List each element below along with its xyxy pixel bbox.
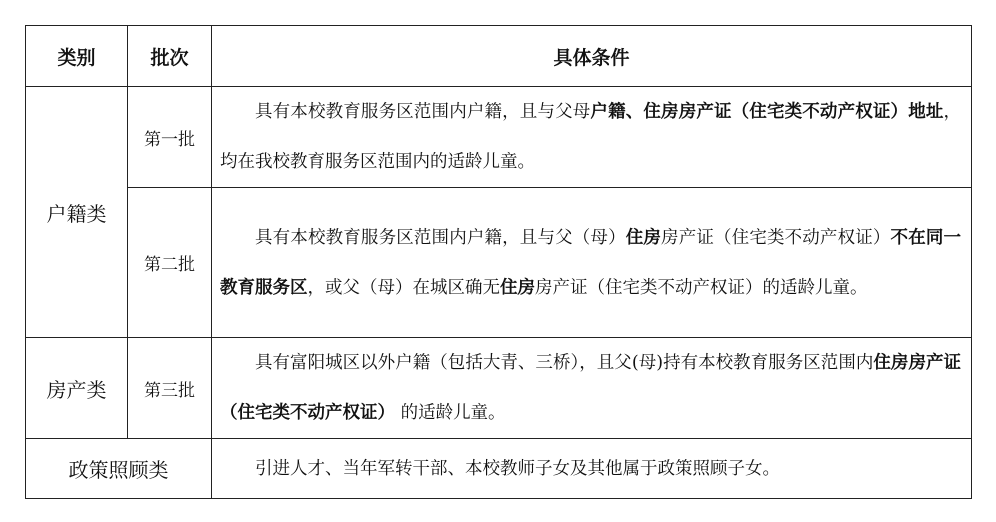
- conditions-cell: [212, 188, 972, 338]
- header-conditions: 具体条件: [212, 26, 972, 87]
- condition-text: 具有本校教育服务区范围内户籍，且与父（母）: [255, 227, 626, 248]
- condition-emphasis: 户籍、住房房产证（住宅类不动产权证）地址: [590, 102, 944, 122]
- conditions-cell: [212, 87, 972, 188]
- table-row: [26, 338, 972, 439]
- condition-text: 具有富阳城区以外户籍（包括大青、三桥），且父(母)持有本校教育服务区范围内: [255, 353, 874, 373]
- condition-text: 房产证（住宅类不动产权证）: [661, 227, 891, 248]
- condition-text: 房产证（住宅类不动产权证）的适龄儿童。: [535, 277, 868, 298]
- condition-emphasis: 住房: [625, 227, 662, 248]
- category-cell: 政策照顾类: [26, 439, 212, 499]
- table-row: [26, 439, 972, 499]
- condition-text: 引进人才、当年军转干部、本校教师子女及其他属于政策照顾子女。: [255, 458, 780, 479]
- condition-emphasis: 住房房产证（住宅类不动产权证）: [220, 353, 961, 423]
- admission-criteria-table: [25, 25, 972, 499]
- conditions-cell: [212, 439, 972, 499]
- condition-emphasis: 不在同一教育服务区: [220, 227, 962, 298]
- condition-text: 的适龄儿童。: [395, 403, 506, 423]
- condition-text: ，均在我校教育服务区范围内的适龄儿童。: [220, 102, 961, 172]
- batch-cell: 第二批: [128, 188, 212, 338]
- table-row: [26, 87, 972, 188]
- header-category: 类别: [26, 26, 128, 87]
- conditions-cell: [212, 338, 972, 439]
- batch-cell: 第三批: [128, 338, 212, 439]
- condition-emphasis: 住房: [500, 277, 535, 298]
- header-row: [26, 26, 972, 87]
- category-cell: 房产类: [26, 338, 128, 439]
- header-batch: 批次: [128, 26, 212, 87]
- batch-cell: 第一批: [128, 87, 212, 188]
- table-row: [26, 188, 972, 338]
- category-cell: 户籍类: [26, 87, 128, 338]
- condition-text: ，或父（母）在城区确无: [307, 277, 500, 298]
- condition-text: 具有本校教育服务区范围内户籍，且与父母: [255, 102, 591, 122]
